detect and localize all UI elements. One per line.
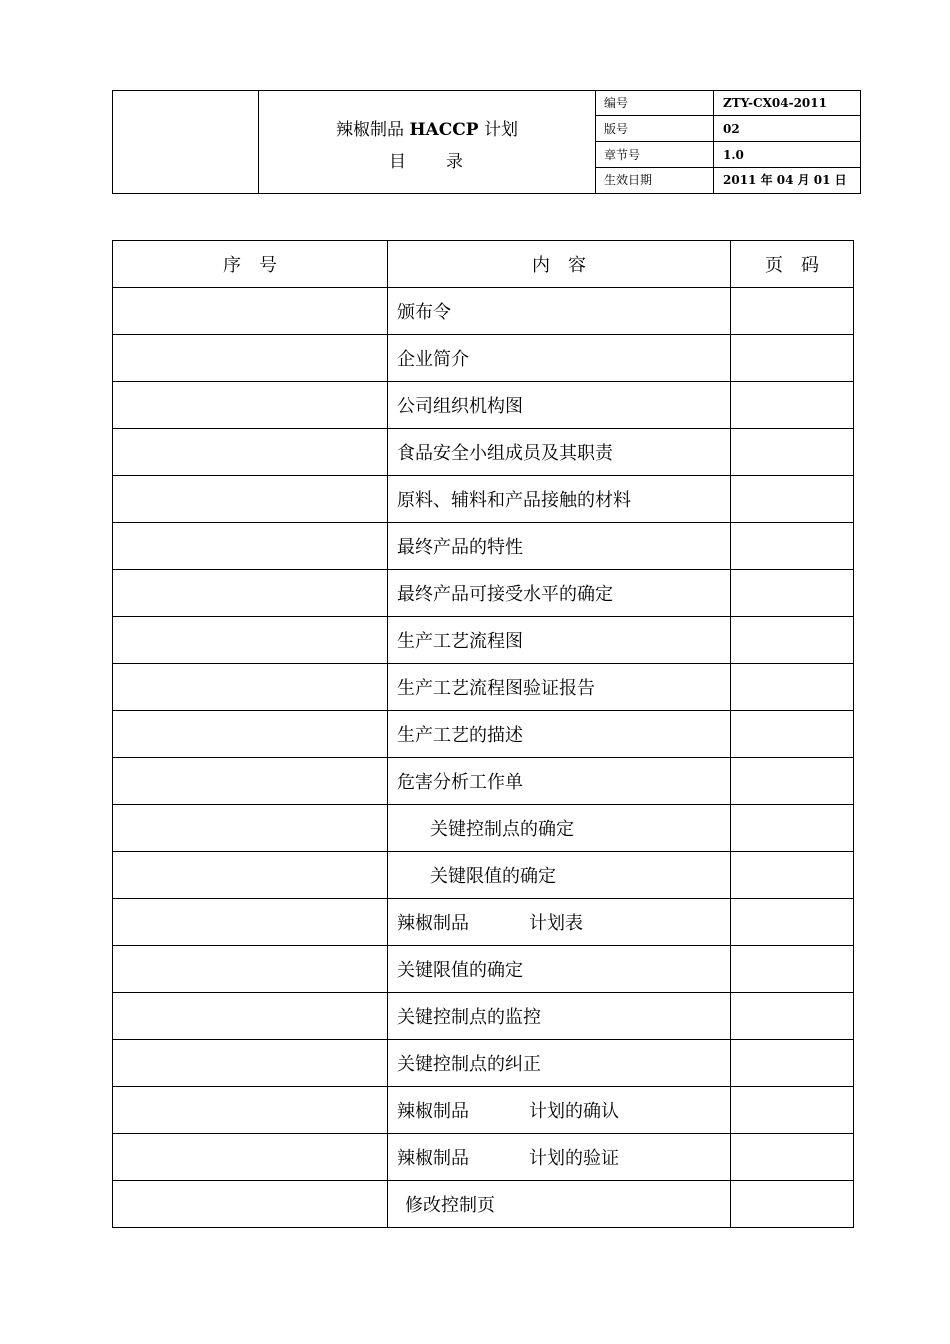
content-cell xyxy=(388,1134,731,1181)
seq-cell xyxy=(113,335,388,382)
content-cell: 最终产品可接受水平的确定 xyxy=(388,570,731,617)
page-cell xyxy=(731,664,854,711)
meta-label: 编号 xyxy=(596,91,714,115)
seq-cell xyxy=(113,993,388,1040)
page-cell xyxy=(731,946,854,993)
table-row xyxy=(113,288,854,335)
page-cell xyxy=(731,335,854,382)
content-cell: 修改控制页 xyxy=(388,1181,731,1228)
page-cell xyxy=(731,523,854,570)
content-cell: 关键控制点的确定 xyxy=(388,805,731,852)
seq-cell xyxy=(113,946,388,993)
content-cell: 关键限值的确定 xyxy=(388,852,731,899)
content-cell: 生产工艺流程图 xyxy=(388,617,731,664)
page-cell xyxy=(731,1040,854,1087)
page-cell xyxy=(731,711,854,758)
seq-cell xyxy=(113,288,388,335)
content-cell: 原料、辅料和产品接触的材料 xyxy=(388,476,731,523)
meta-value: 02 xyxy=(723,122,740,136)
page-cell xyxy=(731,1134,854,1181)
content-cell: 危害分析工作单 xyxy=(388,758,731,805)
title-prefix: 辣椒制品 xyxy=(336,120,405,140)
table-row xyxy=(113,899,854,946)
content-part-b: 计划表 xyxy=(529,913,583,934)
table-row xyxy=(113,1134,854,1181)
toc-header-row xyxy=(113,241,854,288)
table-row xyxy=(113,335,854,382)
content-cell: 企业简介 xyxy=(388,335,731,382)
table-row xyxy=(113,523,854,570)
page-cell xyxy=(731,899,854,946)
table-row xyxy=(113,382,854,429)
table-row xyxy=(113,617,854,664)
content-part-b: 计划的确认 xyxy=(529,1101,619,1122)
page-cell xyxy=(731,993,854,1040)
page-cell xyxy=(731,476,854,523)
page-cell xyxy=(731,382,854,429)
content-cell: 关键控制点的纠正 xyxy=(388,1040,731,1087)
seq-cell xyxy=(113,1134,388,1181)
column-header-seq: 序 号 xyxy=(113,241,388,288)
table-row xyxy=(113,758,854,805)
seq-cell xyxy=(113,382,388,429)
seq-cell xyxy=(113,711,388,758)
document-header xyxy=(112,90,861,194)
seq-cell xyxy=(113,476,388,523)
table-row xyxy=(113,993,854,1040)
table-row xyxy=(113,946,854,993)
title-latin: HACCP xyxy=(409,120,479,140)
seq-cell xyxy=(113,1040,388,1087)
content-cell: 公司组织机构图 xyxy=(388,382,731,429)
page-cell xyxy=(731,1181,854,1228)
meta-table xyxy=(596,91,860,193)
seq-cell xyxy=(113,852,388,899)
content-cell: 最终产品的特性 xyxy=(388,523,731,570)
logo-cell xyxy=(113,91,259,193)
content-cell: 生产工艺的描述 xyxy=(388,711,731,758)
seq-cell xyxy=(113,899,388,946)
seq-cell xyxy=(113,664,388,711)
seq-cell xyxy=(113,1087,388,1134)
table-row xyxy=(113,711,854,758)
content-cell xyxy=(388,899,731,946)
column-header-page: 页 码 xyxy=(731,241,854,288)
content-cell: 颁布令 xyxy=(388,288,731,335)
meta-row-chapter xyxy=(596,142,860,168)
column-header-content: 内 容 xyxy=(388,241,731,288)
table-row xyxy=(113,429,854,476)
seq-cell xyxy=(113,805,388,852)
table-row xyxy=(113,570,854,617)
seq-cell xyxy=(113,758,388,805)
page-cell xyxy=(731,1087,854,1134)
content-cell: 关键控制点的监控 xyxy=(388,993,731,1040)
page-cell xyxy=(731,570,854,617)
toc-table xyxy=(112,240,854,1228)
meta-label: 生效日期 xyxy=(596,168,714,193)
table-row xyxy=(113,476,854,523)
table-row xyxy=(113,1181,854,1228)
meta-value: ZTY-CX04-2011 xyxy=(723,96,827,110)
table-row xyxy=(113,805,854,852)
meta-value: 2011 年 04 月 01 日 xyxy=(723,173,847,187)
content-cell: 食品安全小组成员及其职责 xyxy=(388,429,731,476)
seq-cell xyxy=(113,523,388,570)
meta-value: 1.0 xyxy=(723,148,744,162)
content-part-b: 计划的验证 xyxy=(529,1148,619,1169)
page-cell xyxy=(731,852,854,899)
content-cell xyxy=(388,1087,731,1134)
document-title xyxy=(259,115,595,140)
document-subtitle: 目 录 xyxy=(389,152,465,172)
content-part-a: 辣椒制品 xyxy=(397,1148,469,1169)
content-cell: 关键限值的确定 xyxy=(388,946,731,993)
content-part-a: 辣椒制品 xyxy=(397,913,469,934)
table-row xyxy=(113,852,854,899)
page-cell xyxy=(731,288,854,335)
content-cell: 生产工艺流程图验证报告 xyxy=(388,664,731,711)
title-cell xyxy=(259,91,596,193)
seq-cell xyxy=(113,429,388,476)
title-suffix: 计划 xyxy=(483,120,518,140)
table-row xyxy=(113,1087,854,1134)
page-cell xyxy=(731,617,854,664)
meta-row-version xyxy=(596,116,860,142)
meta-label: 版号 xyxy=(596,116,714,141)
meta-row-number xyxy=(596,91,860,116)
table-row xyxy=(113,1040,854,1087)
seq-cell xyxy=(113,617,388,664)
meta-row-effective-date xyxy=(596,168,860,193)
page-cell xyxy=(731,758,854,805)
table-row xyxy=(113,664,854,711)
seq-cell xyxy=(113,570,388,617)
page-cell xyxy=(731,429,854,476)
page-cell xyxy=(731,805,854,852)
seq-cell xyxy=(113,1181,388,1228)
meta-label: 章节号 xyxy=(596,142,714,167)
content-part-a: 辣椒制品 xyxy=(397,1101,469,1122)
